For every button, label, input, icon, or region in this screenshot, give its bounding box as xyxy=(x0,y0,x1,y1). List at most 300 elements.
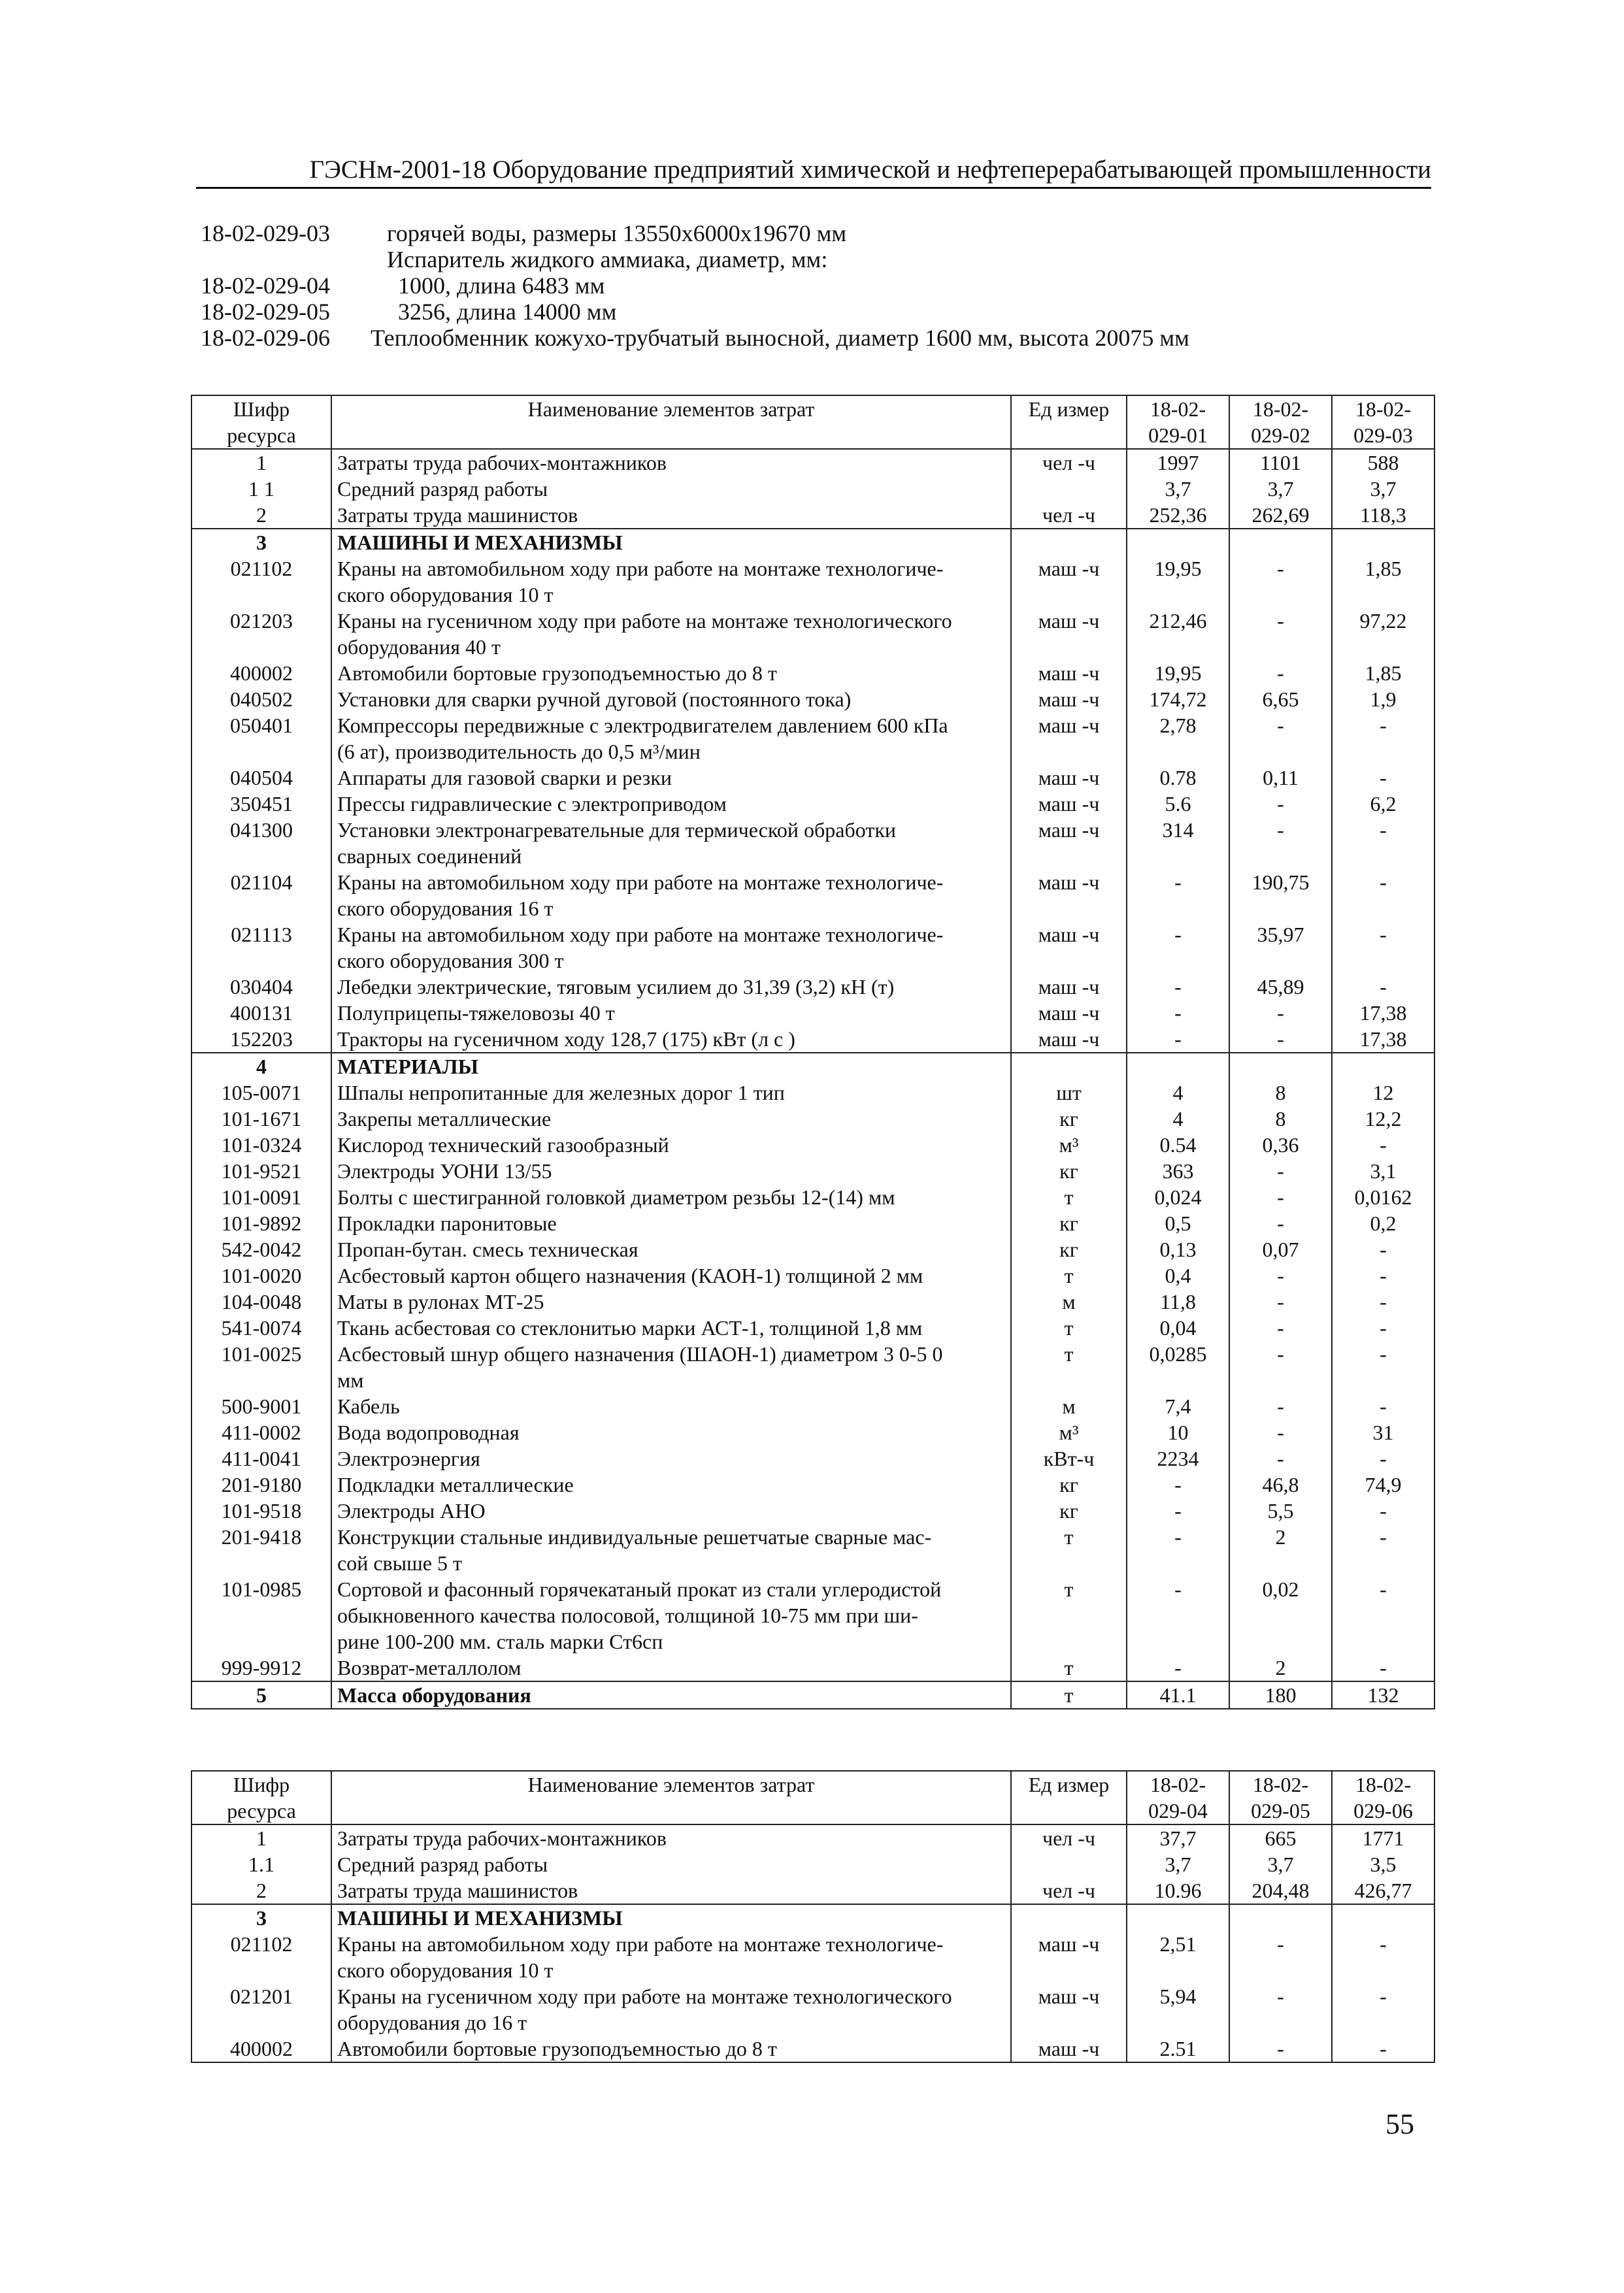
unit-cell: маш -ч xyxy=(1011,791,1127,817)
resource-code: 050401 xyxy=(191,712,331,765)
unit-cell: маш -ч xyxy=(1011,712,1127,765)
intro-text: 3256, длина 14000 мм xyxy=(398,299,617,325)
resource-name: Масса оборудования xyxy=(331,1681,1011,1709)
value-cell: 31 xyxy=(1332,1419,1434,1445)
resource-code: 101-0025 xyxy=(191,1341,331,1393)
table-row xyxy=(191,1824,1434,1851)
value-cell: 132 xyxy=(1332,1681,1434,1709)
unit-cell: маш -ч xyxy=(1011,2036,1127,2062)
unit-cell: маш -ч xyxy=(1011,1000,1127,1026)
value-cell: 0,02 xyxy=(1229,1576,1332,1655)
value-cell xyxy=(1332,529,1434,555)
intro-text: горячей воды, размеры 13550x6000x19670 мм xyxy=(387,220,847,246)
intro-line xyxy=(201,220,1429,246)
resource-name: Болты с шестигранной головкой диаметром резьбы 12-(14) мм xyxy=(331,1184,1011,1210)
value-cell: 5.6 xyxy=(1127,791,1229,817)
value-cell: - xyxy=(1332,1983,1434,2036)
resource-code: 040504 xyxy=(191,765,331,791)
table-row xyxy=(191,1132,1434,1158)
resource-name: Краны на автомобильном ходу при работе на монтаже технологиче- ского оборудования 16 т xyxy=(331,869,1011,921)
unit-cell: чел -ч xyxy=(1011,1877,1127,1904)
unit-cell xyxy=(1011,476,1127,502)
resource-code: 542-0042 xyxy=(191,1236,331,1262)
resource-name: Краны на гусеничном ходу при работе на монтаже технологического оборудования 40 т xyxy=(331,608,1011,660)
table-row xyxy=(191,1341,1434,1393)
value-cell: 0,04 xyxy=(1127,1315,1229,1341)
table-row xyxy=(191,1000,1434,1026)
value-cell: - xyxy=(1229,1289,1332,1315)
value-cell xyxy=(1127,1904,1229,1931)
resource-code: 101-9518 xyxy=(191,1498,331,1524)
column-header: 18-02- 029-05 xyxy=(1229,1771,1332,1824)
resource-code: 201-9418 xyxy=(191,1524,331,1576)
resource-code: 101-1671 xyxy=(191,1106,331,1132)
resource-code: 101-0020 xyxy=(191,1262,331,1289)
column-header: Шифр ресурса xyxy=(191,395,331,449)
value-cell: - xyxy=(1229,608,1332,660)
resource-name: Прессы гидравлические с электроприводом xyxy=(331,791,1011,817)
resource-name: Компрессоры передвижные с электродвигателем давлением 600 кПа (6 ат), производительность до 0,5 м³/мин xyxy=(331,712,1011,765)
value-cell: 118,3 xyxy=(1332,502,1434,529)
unit-cell: маш -ч xyxy=(1011,869,1127,921)
resource-name: Затраты труда рабочих-монтажников xyxy=(331,1824,1011,1851)
resource-name: Краны на автомобильном ходу при работе на монтаже технологиче- ского оборудования 300 т xyxy=(331,921,1011,974)
unit-cell: маш -ч xyxy=(1011,1931,1127,1983)
table-row xyxy=(191,869,1434,921)
value-cell: - xyxy=(1332,765,1434,791)
value-cell: - xyxy=(1229,1315,1332,1341)
value-cell: - xyxy=(1229,1026,1332,1053)
value-cell: - xyxy=(1229,1419,1332,1445)
value-cell: - xyxy=(1127,1524,1229,1576)
unit-cell: маш -ч xyxy=(1011,974,1127,1000)
section-row xyxy=(191,1053,1434,1080)
table-row xyxy=(191,476,1434,502)
resource-code: 152203 xyxy=(191,1026,331,1053)
value-cell: - xyxy=(1127,1000,1229,1026)
resource-name: Установки электронагревательные для термической обработки сварных соединений xyxy=(331,817,1011,869)
value-cell: 314 xyxy=(1127,817,1229,869)
value-cell: - xyxy=(1332,1931,1434,1983)
value-cell: 0,13 xyxy=(1127,1236,1229,1262)
intro-code: 18-02-029-04 xyxy=(201,272,330,299)
value-cell: 3,7 xyxy=(1332,476,1434,502)
table-row xyxy=(191,765,1434,791)
table-row xyxy=(191,1026,1434,1053)
resource-name: Шпалы непропитанные для железных дорог 1 тип xyxy=(331,1080,1011,1106)
unit-cell: маш -ч xyxy=(1011,555,1127,608)
value-cell: 11,8 xyxy=(1127,1289,1229,1315)
value-cell: - xyxy=(1332,1315,1434,1341)
page-number: 55 xyxy=(1385,2108,1414,2140)
intro-code: 18-02-029-03 xyxy=(201,220,330,246)
resource-code: 400002 xyxy=(191,660,331,686)
table-row xyxy=(191,1210,1434,1236)
value-cell: 5,94 xyxy=(1127,1983,1229,2036)
value-cell: - xyxy=(1332,1445,1434,1472)
column-header: 18-02- 029-03 xyxy=(1332,395,1434,449)
value-cell: 1,85 xyxy=(1332,555,1434,608)
table-row xyxy=(191,1524,1434,1576)
unit-cell: кг xyxy=(1011,1498,1127,1524)
value-cell: 19,95 xyxy=(1127,555,1229,608)
value-cell xyxy=(1332,1904,1434,1931)
value-cell: - xyxy=(1332,1262,1434,1289)
value-cell: 17,38 xyxy=(1332,1026,1434,1053)
table-row xyxy=(191,1106,1434,1132)
unit-cell: чел -ч xyxy=(1011,449,1127,476)
resource-name: МАШИНЫ И МЕХАНИЗМЫ xyxy=(331,1904,1011,1931)
unit-cell: кг xyxy=(1011,1236,1127,1262)
resource-name: Подкладки металлические xyxy=(331,1472,1011,1498)
intro-code xyxy=(201,246,371,272)
value-cell: 212,46 xyxy=(1127,608,1229,660)
resource-name: Электроды УОНИ 13/55 xyxy=(331,1158,1011,1184)
value-cell: - xyxy=(1229,1000,1332,1026)
resource-code: 411-0002 xyxy=(191,1419,331,1445)
intro-line xyxy=(201,299,1429,325)
value-cell: - xyxy=(1127,1576,1229,1655)
resource-code: 104-0048 xyxy=(191,1289,331,1315)
value-cell: 363 xyxy=(1127,1158,1229,1184)
value-cell: 3,5 xyxy=(1332,1851,1434,1877)
value-cell: 2,78 xyxy=(1127,712,1229,765)
column-header: 18-02- 029-06 xyxy=(1332,1771,1434,1824)
value-cell: 0.54 xyxy=(1127,1132,1229,1158)
value-cell: - xyxy=(1127,1498,1229,1524)
resource-code: 105-0071 xyxy=(191,1080,331,1106)
unit-cell xyxy=(1011,529,1127,555)
table-row xyxy=(191,817,1434,869)
value-cell: 2.51 xyxy=(1127,2036,1229,2062)
resource-code: 400002 xyxy=(191,2036,331,2062)
value-cell: 174,72 xyxy=(1127,686,1229,712)
value-cell: 204,48 xyxy=(1229,1877,1332,1904)
resource-code: 101-9521 xyxy=(191,1158,331,1184)
resource-name: Аппараты для газовой сварки и резки xyxy=(331,765,1011,791)
value-cell: - xyxy=(1332,1132,1434,1158)
value-cell: 10 xyxy=(1127,1419,1229,1445)
table-row xyxy=(191,1445,1434,1472)
resource-name: Средний разряд работы xyxy=(331,1851,1011,1877)
value-cell: - xyxy=(1229,660,1332,686)
unit-cell: т xyxy=(1011,1681,1127,1709)
value-cell: - xyxy=(1229,1341,1332,1393)
resource-code: 411-0041 xyxy=(191,1445,331,1472)
unit-cell: маш -ч xyxy=(1011,1026,1127,1053)
table-row xyxy=(191,1184,1434,1210)
unit-cell: м³ xyxy=(1011,1419,1127,1445)
value-cell: - xyxy=(1332,869,1434,921)
resource-code: 999-9912 xyxy=(191,1655,331,1681)
value-cell: 2 xyxy=(1229,1655,1332,1681)
value-cell: 45,89 xyxy=(1229,974,1332,1000)
section-row xyxy=(191,529,1434,555)
value-cell: 426,77 xyxy=(1332,1877,1434,1904)
value-cell: - xyxy=(1127,1026,1229,1053)
value-cell: - xyxy=(1229,1184,1332,1210)
value-cell: 1101 xyxy=(1229,449,1332,476)
value-cell: 7,4 xyxy=(1127,1393,1229,1419)
value-cell: 74,9 xyxy=(1332,1472,1434,1498)
intro-code: 18-02-029-05 xyxy=(201,299,330,325)
value-cell: - xyxy=(1127,1472,1229,1498)
value-cell: - xyxy=(1229,555,1332,608)
value-cell: 262,69 xyxy=(1229,502,1332,529)
resource-code: 201-9180 xyxy=(191,1472,331,1498)
unit-cell: кг xyxy=(1011,1158,1127,1184)
unit-cell: маш -ч xyxy=(1011,686,1127,712)
value-cell: 37,7 xyxy=(1127,1824,1229,1851)
resource-code: 350451 xyxy=(191,791,331,817)
unit-cell: м³ xyxy=(1011,1132,1127,1158)
table-row xyxy=(191,660,1434,686)
value-cell: - xyxy=(1229,1158,1332,1184)
resource-code: 041300 xyxy=(191,817,331,869)
value-cell: - xyxy=(1229,1983,1332,2036)
value-cell: 97,22 xyxy=(1332,608,1434,660)
value-cell: - xyxy=(1229,1262,1332,1289)
intro-text: Испаритель жидкого аммиака, диаметр, мм: xyxy=(387,246,828,272)
unit-cell xyxy=(1011,1904,1127,1931)
resource-code: 101-9892 xyxy=(191,1210,331,1236)
resource-name: Автомобили бортовые грузоподъемностью до 8 т xyxy=(331,2036,1011,2062)
value-cell: - xyxy=(1229,817,1332,869)
resource-name: Средний разряд работы xyxy=(331,476,1011,502)
resource-name: Установки для сварки ручной дуговой (постоянного тока) xyxy=(331,686,1011,712)
value-cell: - xyxy=(1332,1576,1434,1655)
value-cell: 0,024 xyxy=(1127,1184,1229,1210)
unit-cell: м xyxy=(1011,1289,1127,1315)
resource-name: Кабель xyxy=(331,1393,1011,1419)
table-row xyxy=(191,791,1434,817)
table-row xyxy=(191,1393,1434,1419)
column-header: Ед измер xyxy=(1011,1771,1127,1824)
value-cell: 8 xyxy=(1229,1106,1332,1132)
value-cell: - xyxy=(1332,817,1434,869)
unit-cell xyxy=(1011,1053,1127,1080)
table-row xyxy=(191,1158,1434,1184)
resource-code: 021201 xyxy=(191,1983,331,2036)
unit-cell: маш -ч xyxy=(1011,765,1127,791)
unit-cell: маш -ч xyxy=(1011,1983,1127,2036)
value-cell: 588 xyxy=(1332,449,1434,476)
value-cell: 41.1 xyxy=(1127,1681,1229,1709)
resource-name: Тракторы на гусеничном ходу 128,7 (175) кВт (л с ) xyxy=(331,1026,1011,1053)
unit-cell: т xyxy=(1011,1655,1127,1681)
unit-cell: т xyxy=(1011,1262,1127,1289)
table-row xyxy=(191,1655,1434,1681)
table-header-row xyxy=(191,395,1434,449)
table-row xyxy=(191,1419,1434,1445)
column-header: 18-02- 029-04 xyxy=(1127,1771,1229,1824)
value-cell: - xyxy=(1229,1931,1332,1983)
resource-code: 3 xyxy=(191,529,331,555)
intro-line xyxy=(201,246,1429,272)
resource-code: 101-0324 xyxy=(191,1132,331,1158)
value-cell: - xyxy=(1332,1393,1434,1419)
resource-code: 5 xyxy=(191,1681,331,1709)
value-cell xyxy=(1229,1904,1332,1931)
value-cell: 4 xyxy=(1127,1106,1229,1132)
resource-name: Асбестовый шнур общего назначения (ШАОН-1) диаметром 3 0-5 0 мм xyxy=(331,1341,1011,1393)
resource-name: Асбестовый картон общего назначения (КАОН-1) толщиной 2 мм xyxy=(331,1262,1011,1289)
resource-name: Затраты труда рабочих-монтажников xyxy=(331,449,1011,476)
resource-name: Возврат-металлолом xyxy=(331,1655,1011,1681)
unit-cell: т xyxy=(1011,1315,1127,1341)
resource-code: 3 xyxy=(191,1904,331,1931)
resource-name: Ткань асбестовая со стеклонитью марки АСТ-1, толщиной 1,8 мм xyxy=(331,1315,1011,1341)
resource-name: Прокладки паронитовые xyxy=(331,1210,1011,1236)
value-cell: 665 xyxy=(1229,1824,1332,1851)
resource-name: Краны на автомобильном ходу при работе на монтаже технологиче- ского оборудования 10 т xyxy=(331,555,1011,608)
resource-code: 040502 xyxy=(191,686,331,712)
value-cell: - xyxy=(1332,1655,1434,1681)
section-row xyxy=(191,1681,1434,1709)
resource-code: 1 1 xyxy=(191,476,331,502)
resource-code: 101-0985 xyxy=(191,1576,331,1655)
value-cell: 1997 xyxy=(1127,449,1229,476)
resource-name: Краны на автомобильном ходу при работе на монтаже технологиче- ского оборудования 10 т xyxy=(331,1931,1011,1983)
resource-name: Краны на гусеничном ходу при работе на монтаже технологического оборудования до 16 т xyxy=(331,1983,1011,2036)
resource-code: 021203 xyxy=(191,608,331,660)
table-row xyxy=(191,555,1434,608)
value-cell: 6,65 xyxy=(1229,686,1332,712)
table-row xyxy=(191,1576,1434,1655)
value-cell xyxy=(1127,1053,1229,1080)
value-cell: 12,2 xyxy=(1332,1106,1434,1132)
table-row xyxy=(191,1080,1434,1106)
column-header: 18-02- 029-01 xyxy=(1127,395,1229,449)
resource-code: 030404 xyxy=(191,974,331,1000)
resource-code: 1.1 xyxy=(191,1851,331,1877)
resource-code: 541-0074 xyxy=(191,1315,331,1341)
resource-name: Закрепы металлические xyxy=(331,1106,1011,1132)
resource-name: Лебедки электрические, тяговым усилием до 31,39 (3,2) кН (т) xyxy=(331,974,1011,1000)
value-cell: 3,7 xyxy=(1127,1851,1229,1877)
value-cell: 46,8 xyxy=(1229,1472,1332,1498)
value-cell: - xyxy=(1229,2036,1332,2062)
resource-name: Маты в рулонах МТ-25 xyxy=(331,1289,1011,1315)
value-cell: - xyxy=(1332,1289,1434,1315)
resource-table-1 xyxy=(191,395,1435,1709)
column-header: Ед измер xyxy=(1011,395,1127,449)
value-cell: 3,1 xyxy=(1332,1158,1434,1184)
value-cell: - xyxy=(1332,1524,1434,1576)
value-cell: 19,95 xyxy=(1127,660,1229,686)
resource-name: Электроэнергия xyxy=(331,1445,1011,1472)
resource-code: 021104 xyxy=(191,869,331,921)
value-cell: 0,07 xyxy=(1229,1236,1332,1262)
value-cell: 2 xyxy=(1229,1524,1332,1576)
value-cell: 3,7 xyxy=(1127,476,1229,502)
resource-name: Конструкции стальные индивидуальные решетчатые сварные мас- сой свыше 5 т xyxy=(331,1524,1011,1576)
unit-cell: кг xyxy=(1011,1106,1127,1132)
unit-cell: чел -ч xyxy=(1011,502,1127,529)
value-cell: - xyxy=(1229,791,1332,817)
table-row xyxy=(191,1262,1434,1289)
resource-name: Полуприцепы-тяжеловозы 40 т xyxy=(331,1000,1011,1026)
unit-cell: маш -ч xyxy=(1011,817,1127,869)
resource-name: Кислород технический газообразный xyxy=(331,1132,1011,1158)
value-cell xyxy=(1229,1053,1332,1080)
value-cell: - xyxy=(1332,1498,1434,1524)
resource-name: Пропан-бутан. смесь техническая xyxy=(331,1236,1011,1262)
resource-code: 1 xyxy=(191,449,331,476)
resource-code: 2 xyxy=(191,502,331,529)
value-cell: 4 xyxy=(1127,1080,1229,1106)
value-cell: - xyxy=(1332,712,1434,765)
resource-name: Автомобили бортовые грузоподъемностью до 8 т xyxy=(331,660,1011,686)
intro-text: Теплообменник кожухо-трубчатый выносной, диаметр 1600 мм, высота 20075 мм xyxy=(371,325,1189,351)
unit-cell: кг xyxy=(1011,1210,1127,1236)
table-row xyxy=(191,1851,1434,1877)
value-cell: 0.78 xyxy=(1127,765,1229,791)
unit-cell: м xyxy=(1011,1393,1127,1419)
value-cell: - xyxy=(1127,921,1229,974)
unit-cell: чел -ч xyxy=(1011,1824,1127,1851)
table-row xyxy=(191,974,1434,1000)
value-cell: 3,7 xyxy=(1229,476,1332,502)
value-cell: 17,38 xyxy=(1332,1000,1434,1026)
table-row xyxy=(191,1931,1434,1983)
table-row xyxy=(191,1236,1434,1262)
table-row xyxy=(191,1472,1434,1498)
resource-name: Сортовой и фасонный горячекатаный прокат из стали углеродистой обыкновенного качества полосовой, толщиной 10-75 мм при ши- рине 100-200 мм. сталь марки Ст6сп xyxy=(331,1576,1011,1655)
value-cell: 8 xyxy=(1229,1080,1332,1106)
intro-line xyxy=(201,272,1429,299)
value-cell: 1771 xyxy=(1332,1824,1434,1851)
unit-cell: маш -ч xyxy=(1011,660,1127,686)
resource-name: МАТЕРИАЛЫ xyxy=(331,1053,1011,1080)
value-cell: - xyxy=(1332,2036,1434,2062)
unit-cell: маш -ч xyxy=(1011,608,1127,660)
unit-cell: шт xyxy=(1011,1080,1127,1106)
value-cell: 190,75 xyxy=(1229,869,1332,921)
resource-table-2 xyxy=(191,1770,1435,2063)
resource-name: Вода водопроводная xyxy=(331,1419,1011,1445)
value-cell: 2234 xyxy=(1127,1445,1229,1472)
resource-code: 500-9001 xyxy=(191,1393,331,1419)
column-header: Наименование элементов затрат xyxy=(331,1771,1011,1824)
value-cell: 252,36 xyxy=(1127,502,1229,529)
table-row xyxy=(191,1983,1434,2036)
unit-cell: кВт-ч xyxy=(1011,1445,1127,1472)
value-cell: - xyxy=(1127,974,1229,1000)
table-row xyxy=(191,1289,1434,1315)
table-row xyxy=(191,921,1434,974)
value-cell: 10.96 xyxy=(1127,1877,1229,1904)
resource-code: 101-0091 xyxy=(191,1184,331,1210)
section-row xyxy=(191,1904,1434,1931)
value-cell xyxy=(1127,529,1229,555)
value-cell: 35,97 xyxy=(1229,921,1332,974)
table-row xyxy=(191,1498,1434,1524)
value-cell: 1,9 xyxy=(1332,686,1434,712)
value-cell: 6,2 xyxy=(1332,791,1434,817)
table-row xyxy=(191,686,1434,712)
value-cell: - xyxy=(1332,1236,1434,1262)
value-cell: 0,2 xyxy=(1332,1210,1434,1236)
column-header: 18-02- 029-02 xyxy=(1229,395,1332,449)
value-cell: - xyxy=(1127,1655,1229,1681)
resource-code: 021102 xyxy=(191,555,331,608)
resource-code: 4 xyxy=(191,1053,331,1080)
value-cell: 0,5 xyxy=(1127,1210,1229,1236)
value-cell: 3,7 xyxy=(1229,1851,1332,1877)
resource-code: 1 xyxy=(191,1824,331,1851)
resource-name: Затраты труда машинистов xyxy=(331,502,1011,529)
